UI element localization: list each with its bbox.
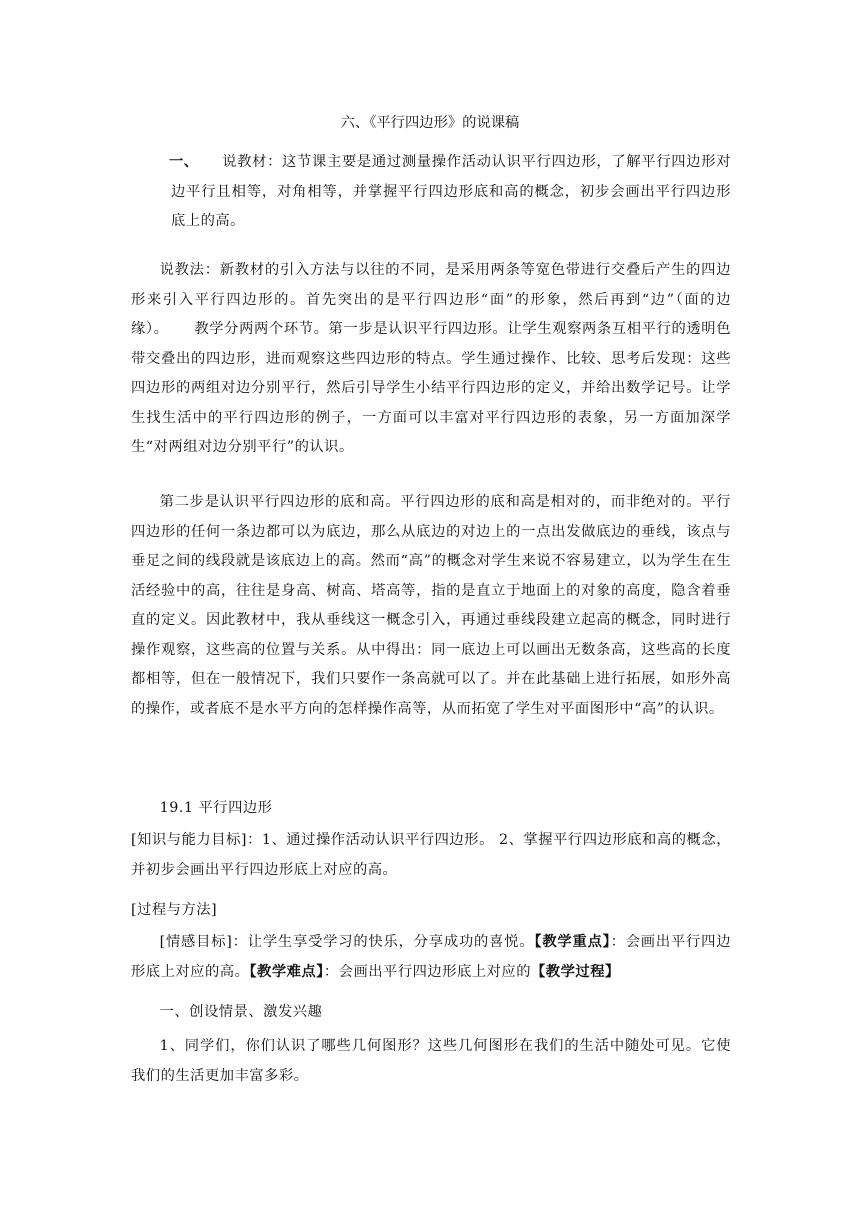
- emotion-goal-paragraph: [131, 928, 731, 987]
- difficulty-text: ：会画出平行四边形底上对应的: [323, 963, 532, 980]
- key-point-text: ：会画出平行四边形底上对应的高。: [131, 934, 732, 980]
- intro-heading: 一、创设情景、激发兴趣: [159, 1004, 323, 1020]
- difficulty-label: 【教学难点】: [249, 963, 324, 980]
- section-heading-19-1: 19.1 平行四边形: [159, 800, 273, 816]
- process-label: 【教学过程】: [531, 963, 620, 980]
- knowledge-goal-paragraph: [知识与能力目标]：1、通过操作活动认识平行四边形。 2、掌握平行四边形底和高的概念，并初步会画出平行四边形底上对应的高。: [131, 832, 731, 878]
- emotion-goal-text: [情感目标]：让学生享受学习的快乐，分享成功的喜悦。: [159, 934, 535, 950]
- section-1-text: 说教材：这节课主要是通过测量操作活动认识平行四边形，了解平行四边形对边平行且相等，对角相等，并掌握平行四边形底和高的概念，初步会画出平行四边形底上的高。: [171, 154, 731, 229]
- section-1-paragraph: [171, 148, 731, 237]
- key-point-label: 【教学重点】: [534, 934, 611, 950]
- intro-paragraph-1: 1、同学们，你们认识了哪些几何图形？这些几何图形在我们的生活中随处可见。它使我们的生活更加丰富多彩。: [131, 1038, 731, 1084]
- teaching-method-paragraph: 说教法：新教材的引入方法与以往的不同，是采用两条等宽色带进行交叠后产生的四边形来引入平行四边形的。首先突出的是平行四边形“面”的形象，然后再到“边”（面的边缘）。 教学分两两个环节。第一步是认识平行四边形。让学生观察两条互相平行的透明色带交叠出的四边形，进而观察这些四边形的特点。学生通过操作、比较、思考后发现：这些四边形的两组对边分别平行，然后引导学生小结平行四边形的定义，并给出数学记号。让学生找生活中的平行四边形的例子，一方面可以丰富对平行四边形的表象，另一方面加深学生“对两组对边分别平行”的认识。: [131, 262, 731, 455]
- step-two-paragraph: 第二步是认识平行四边形的底和高。平行四边形的底和高是相对的，而非绝对的。平行四边形的任何一条边都可以为底边，那么从底边的对边上的一点出发做底边的垂线，该点与垂足之间的线段就是该底边上的高。然而“高”的概念对学生来说不容易建立，以为学生在生活经验中的高，往往是身高、树高、塔高等，指的是直立于地面上的对象的高度，隐含着垂直的定义。因此教材中，我从垂线这一概念引入，再通过垂线段建立起高的概念，同时进行操作观察，这些高的位置与关系。从中得出：同一底边上可以画出无数条高，这些高的长度都相等，但在一般情况下，我们只要作一条高就可以了。并在此基础上进行拓展，如形外高的操作，或者底不是水平方向的怎样操作高等，从而拓宽了学生对平面图形中“高”的认识。: [131, 494, 731, 717]
- document-title: 六、《平行四边形》的说课稿: [340, 115, 520, 131]
- process-method-label: [过程与方法]: [131, 902, 218, 918]
- section-1-number: 一、: [169, 154, 199, 170]
